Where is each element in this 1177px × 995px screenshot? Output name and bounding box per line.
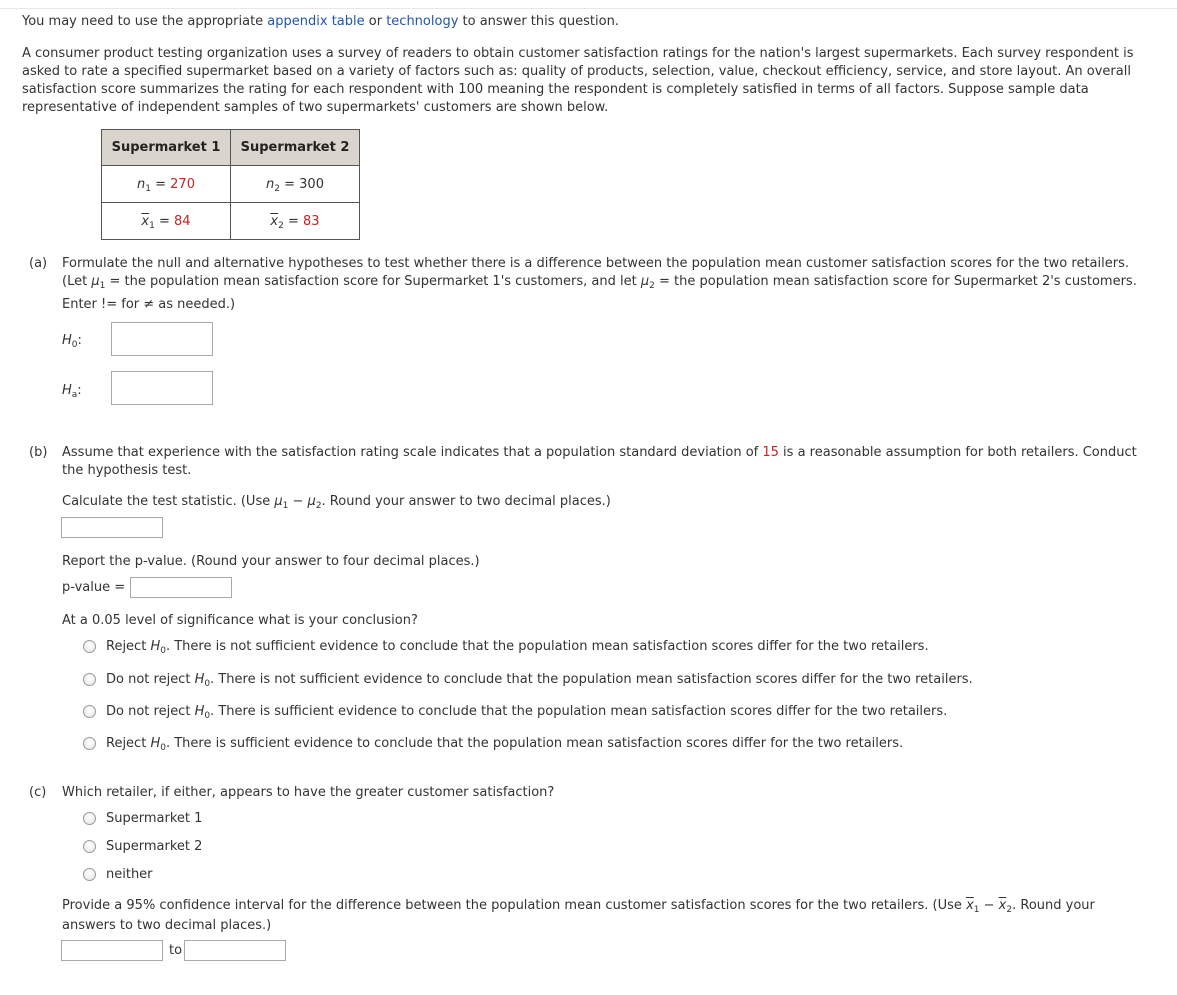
problem-text: A consumer product testing organization uses a survey of readers to obtain customer satisfaction ratings for the nation's largest supermarkets. Each survey respondent is asked to rate a specified supermarket based on a variety of factors such as: quality of products, selection, value, checkout efficiency, service, and store layout. An overall satisfaction score summarizes the rating for each respondent with 100 meaning the respondent is completely satisfied in terms of all factors. Suppose sample data representative of independent samples of two supermarkets' customers are shown below. [22, 46, 1134, 115]
retailer-radio-2[interactable] [83, 840, 96, 853]
conclusion-option-1[interactable]: Reject $H_0$. There is not sufficient evidence to conclude that the population mean satisfaction scores differ for the two retailers. [106, 639, 929, 656]
ci-upper-input[interactable] [184, 940, 286, 961]
ha-input[interactable] [111, 371, 213, 405]
table-header-supermarket-1: Supermarket 1 [102, 130, 231, 166]
test-stat-prompt: Calculate the test statistic. (Use $\mu_1 - \mu_2$. Round your answer to two decimal places.) [62, 494, 611, 511]
part-a-label: (a) [29, 256, 48, 271]
top-divider [0, 8, 1177, 9]
h0-label: $H_0$: [62, 333, 82, 350]
ci-to-label: to [169, 943, 183, 958]
conclusion-option-3[interactable]: Do not reject $H_0$. There is sufficient evidence to conclude that the population mean satisfaction scores differ for the two retailers. [106, 704, 948, 721]
part-b-line2: the hypothesis test. [62, 463, 192, 478]
conclusion-radio-4[interactable] [83, 737, 96, 750]
part-a-line2: (Let $\mu_1$ = the population mean satisfaction score for Supermarket 1's customers, and let $\mu_2$ = the population mean satisfaction score for Supermarket 2's customers. [62, 274, 1137, 291]
part-b-line1: Assume that experience with the satisfaction rating scale indicates that a population standard deviation of 15 is a reasonable assumption for both retailers. Conduct [62, 445, 1137, 460]
part-c-label: (c) [29, 785, 47, 800]
part-a-line3: Enter != for ≠ as needed.) [62, 297, 236, 312]
conclusion-option-2[interactable]: Do not reject $H_0$. There is not sufficient evidence to conclude that the population mean satisfaction scores differ for the two retailers. [106, 672, 973, 689]
ci-prompt: Provide a 95% confidence interval for the difference between the population mean customer satisfaction scores for the two retailers. (Use $\overline{x}_1 - \overline{x}_2$. Round your [62, 898, 1095, 915]
retailer-radio-1[interactable] [83, 812, 96, 825]
ha-label: $H_a$: [62, 383, 82, 400]
conclusion-prompt: At a 0.05 level of significance what is your conclusion? [62, 613, 418, 628]
appendix-table-link[interactable]: appendix table [267, 14, 365, 29]
n2-cell: $n_2 = 300$ [231, 166, 360, 203]
conclusion-option-4[interactable]: Reject $H_0$. There is sufficient evidence to conclude that the population mean satisfaction scores differ for the two retailers. [106, 736, 904, 753]
conclusion-radio-1[interactable] [83, 640, 96, 653]
intro-text: You may need to use the appropriate [22, 14, 268, 29]
intro-or: or [364, 14, 387, 29]
retailer-radio-3[interactable] [83, 868, 96, 881]
data-table [101, 129, 360, 240]
part-c-question: Which retailer, if either, appears to have the greater customer satisfaction? [62, 785, 555, 800]
h0-input[interactable] [111, 322, 213, 356]
ci-prompt-line2: answers to two decimal places.) [62, 918, 272, 933]
x2-value: 83 [303, 213, 320, 229]
pvalue-prompt: Report the p-value. (Round your answer to four decimal places.) [62, 554, 480, 569]
n1-cell: $n_1 = 270$ [102, 166, 231, 203]
conclusion-radio-3[interactable] [83, 705, 96, 718]
intro-suffix: to answer this question. [458, 14, 619, 29]
ci-lower-input[interactable] [61, 940, 163, 961]
sigma-value: 15 [762, 445, 779, 460]
technology-link[interactable]: technology [386, 14, 459, 29]
part-b-label: (b) [29, 445, 48, 460]
x1-cell: $\overline{x}_1 = 84$ [102, 203, 231, 240]
conclusion-radio-2[interactable] [83, 673, 96, 686]
retailer-option-2[interactable]: Supermarket 2 [106, 839, 203, 854]
n2-value: 300 [299, 176, 324, 192]
test-statistic-input[interactable] [61, 517, 163, 538]
intro-line [22, 14, 619, 29]
pvalue-input[interactable] [130, 577, 232, 598]
retailer-option-1[interactable]: Supermarket 1 [106, 811, 203, 826]
x1-value: 84 [174, 213, 191, 229]
pvalue-label: p-value = [62, 580, 126, 595]
table-header-supermarket-2: Supermarket 2 [231, 130, 360, 166]
x2-cell: $\overline{x}_2 = 83$ [231, 203, 360, 240]
retailer-option-3[interactable]: neither [106, 867, 153, 882]
part-a-line1: Formulate the null and alternative hypotheses to test whether there is a difference between the population mean customer satisfaction scores for the two retailers. [62, 256, 1129, 271]
n1-value: 270 [170, 176, 195, 192]
